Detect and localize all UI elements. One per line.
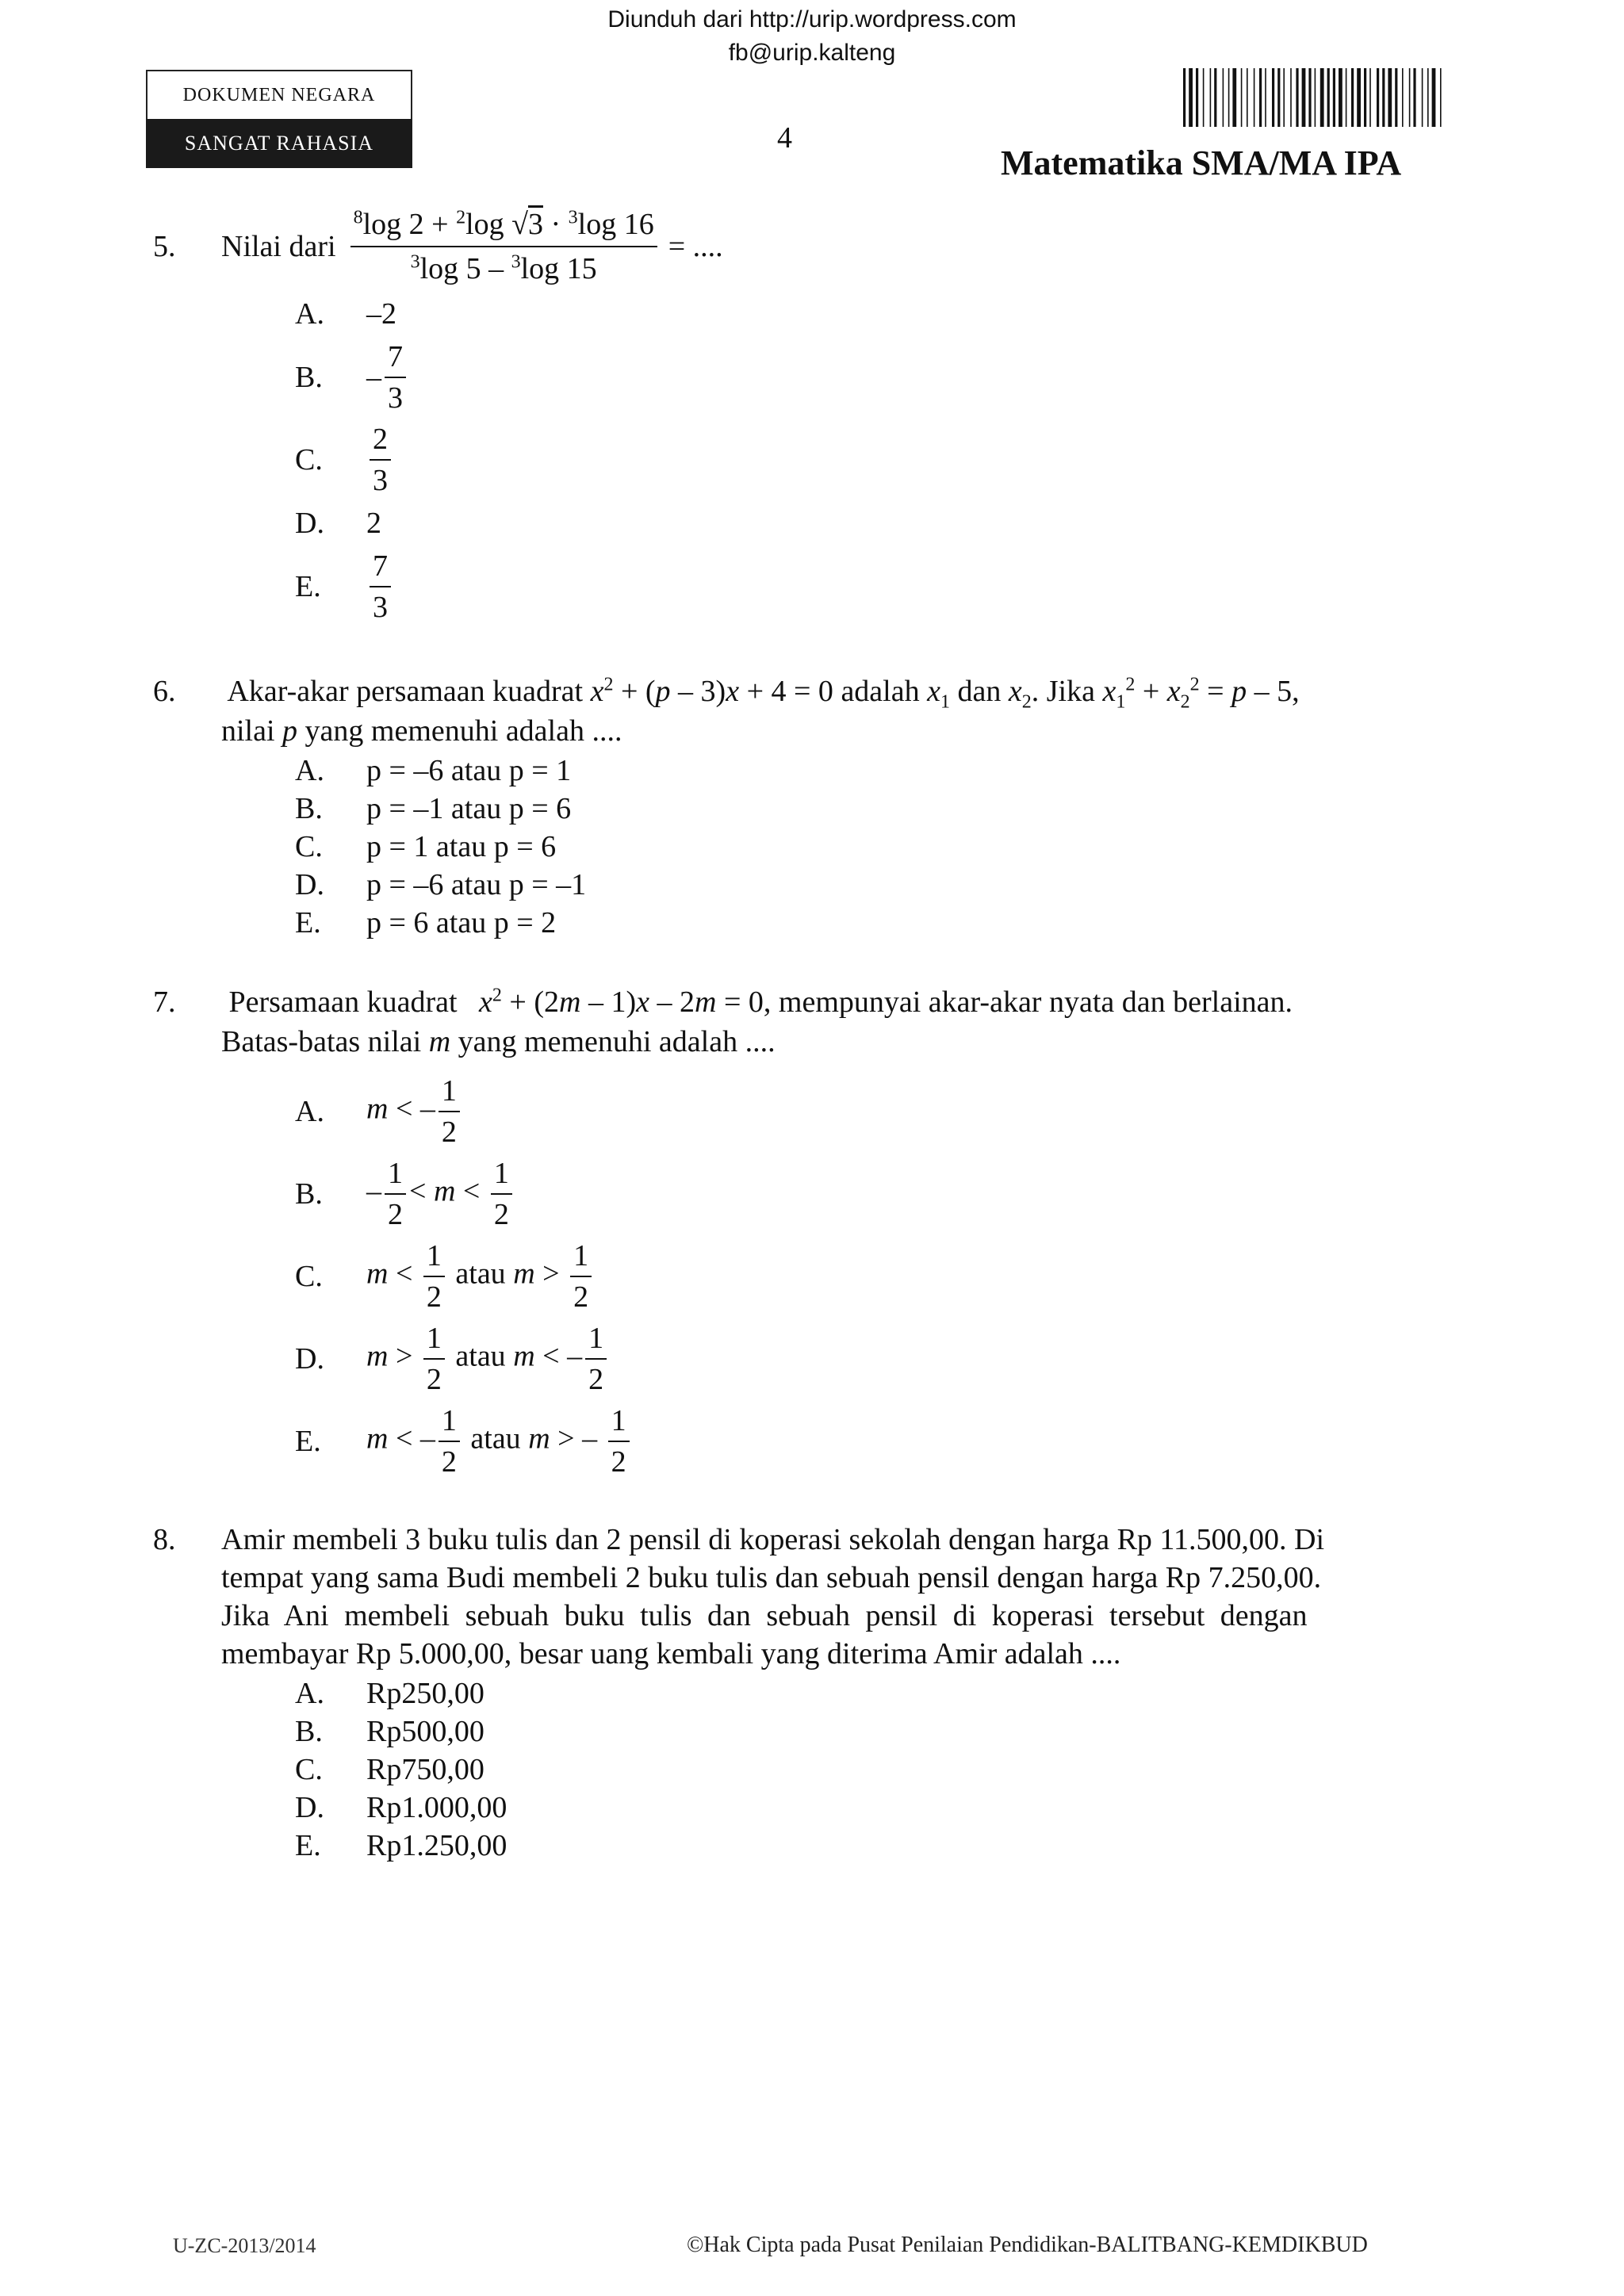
option-label: A. — [295, 1095, 324, 1128]
option-value: 2 — [366, 507, 381, 540]
connector-word: atau — [455, 1339, 506, 1373]
q7-option-c[interactable] — [295, 1235, 633, 1318]
secret-label-box — [146, 119, 412, 168]
barcode-bar — [1196, 68, 1198, 127]
q6-text: adalah — [841, 675, 920, 708]
download-line[interactable]: Diunduh dari http://urip.wordpress.com — [607, 6, 1017, 33]
doc-label: DOKUMEN NEGARA — [182, 84, 376, 105]
option-fraction — [370, 551, 391, 622]
option-fraction — [385, 342, 406, 413]
q6-x1: $x_1$ — [927, 675, 950, 713]
option-value: Rp500,00 — [366, 1715, 485, 1748]
q8-line-4: membayar Rp 5.000,00, besar uang kembali yang diterima Amir adalah .... — [221, 1637, 1121, 1670]
barcode-bar — [1302, 68, 1306, 127]
q8-option-e[interactable] — [295, 1827, 507, 1865]
barcode-bar — [1339, 68, 1342, 127]
option-label: C. — [295, 830, 323, 863]
q5-options — [295, 292, 409, 628]
barcode-bar — [1232, 68, 1236, 127]
q7-option-e[interactable] — [295, 1400, 633, 1483]
q8-option-b[interactable] — [295, 1712, 507, 1751]
option-value: Rp250,00 — [366, 1677, 485, 1710]
barcode-bar — [1228, 68, 1230, 127]
barcode-bar — [1427, 68, 1429, 127]
page-number: 4 — [777, 121, 792, 155]
option-value: p = –1 atau p = 6 — [366, 792, 572, 825]
option-math: m < – $\frac{1}{2}$ atau m > – $\frac{1}{2}$ — [366, 1406, 633, 1477]
barcode-bar — [1422, 68, 1423, 127]
option-label: A. — [295, 754, 324, 787]
denominator: 3 — [388, 381, 403, 415]
q6-option-c[interactable] — [295, 828, 586, 866]
q7-text: , mempunyai akar-akar nyata dan berlainan. — [763, 985, 1293, 1019]
barcode-bar — [1241, 68, 1243, 127]
option-label: E. — [295, 570, 321, 603]
q8-number: 8. — [153, 1523, 176, 1556]
q6-x2: $x_2$ — [1008, 675, 1032, 713]
q7-stem-line2 — [221, 1023, 776, 1061]
q6-text: Akar-akar persamaan kuadrat — [227, 675, 584, 708]
q7-number: 7. — [153, 985, 176, 1019]
q5-tail: = .... — [668, 230, 723, 263]
q7-text: Persamaan kuadrat — [228, 985, 458, 1019]
barcode-bar — [1259, 68, 1262, 127]
fb-line: fb@urip.kalteng — [728, 40, 896, 66]
denominator: 3 — [373, 464, 388, 497]
q5-expression — [350, 209, 657, 284]
q7-var-m: m — [428, 1025, 451, 1058]
download-source — [0, 5, 1624, 35]
barcode-bar — [1308, 68, 1311, 127]
q7-option-d[interactable] — [295, 1318, 633, 1400]
option-value: p = 6 atau p = 2 — [366, 906, 557, 939]
barcode-bar — [1382, 68, 1385, 127]
q8-option-a[interactable] — [295, 1674, 507, 1712]
barcode-bar — [1327, 68, 1330, 127]
q6-text: dan — [957, 675, 1002, 708]
option-label: B. — [295, 792, 323, 825]
denominator: 3 — [373, 591, 388, 624]
q5-prompt: Nilai dari — [221, 230, 336, 263]
q5-stem — [153, 203, 723, 290]
subject-title: Matematika SMA/MA IPA — [1001, 144, 1402, 182]
q6-options — [295, 752, 586, 942]
connector-word: atau — [455, 1257, 506, 1291]
option-fraction — [370, 424, 391, 496]
q8-option-c[interactable] — [295, 1751, 507, 1789]
q6-equation: $x^2 + (p - 3)x + 4 = 0$ — [590, 674, 833, 708]
q7-options — [295, 1070, 633, 1483]
q8-option-d[interactable] — [295, 1789, 507, 1827]
barcode-bar — [1183, 68, 1185, 127]
q5-option-d[interactable] — [295, 501, 409, 545]
option-value: p = –6 atau p = 1 — [366, 754, 572, 787]
barcode-bar — [1440, 68, 1442, 127]
barcode-bar — [1283, 68, 1285, 127]
barcode-bar — [1189, 68, 1193, 127]
option-math: m < $\frac{1}{2}$ atau m > $\frac{1}{2}$ — [366, 1241, 595, 1312]
barcode-bar — [1351, 68, 1354, 127]
q7-equation: $x^2 + (2m - 1)x - 2m = 0$ — [479, 985, 764, 1019]
q5-option-c[interactable] — [295, 419, 409, 501]
barcode-bar — [1247, 68, 1248, 127]
option-sign: – — [366, 361, 381, 394]
option-label: C. — [295, 443, 323, 476]
q6-number: 6. — [153, 675, 176, 708]
barcode-bar — [1203, 68, 1205, 127]
barcode-bar — [1357, 68, 1361, 127]
option-value: p = –6 atau p = –1 — [366, 868, 587, 901]
q6-text: nilai — [221, 714, 275, 748]
barcode-bar — [1223, 68, 1224, 127]
numerator: 7 — [370, 551, 391, 587]
option-math: – $\frac{1}{2}$ < m < $\frac{1}{2}$ — [366, 1158, 515, 1230]
q6-option-e[interactable] — [295, 904, 586, 942]
q6-text: . Jika — [1031, 675, 1095, 708]
q6-text: yang memenuhi adalah .... — [304, 714, 622, 748]
barcode-bar — [1388, 68, 1392, 127]
option-label: B. — [295, 361, 323, 394]
q5-denominator: $^3$log 5 – $^3$log 15 — [410, 251, 597, 285]
option-value: p = 1 atau p = 6 — [366, 830, 557, 863]
barcode — [1182, 68, 1446, 127]
option-label: D. — [295, 1342, 324, 1376]
q8-line-2: tempat yang sama Budi membeli 2 buku tulis dan sebuah pensil dengan harga Rp 7.250,00. — [221, 1561, 1322, 1594]
option-label: A. — [295, 1677, 324, 1710]
option-label: D. — [295, 868, 324, 901]
q7-option-a[interactable] — [295, 1070, 633, 1153]
q7-stem-line1 — [153, 983, 1293, 1021]
q5-option-e[interactable] — [295, 545, 409, 628]
barcode-bar — [1413, 68, 1415, 127]
option-label: D. — [295, 507, 324, 540]
barcode-bar — [1369, 68, 1371, 127]
option-label: B. — [295, 1177, 323, 1211]
option-label: C. — [295, 1260, 323, 1293]
barcode-bar — [1290, 68, 1292, 127]
option-label: E. — [295, 1425, 321, 1458]
barcode-bar — [1277, 68, 1280, 127]
barcode-bar — [1214, 68, 1216, 127]
q8-options — [295, 1674, 507, 1865]
q5-option-a[interactable] — [295, 292, 409, 336]
barcode-bar — [1346, 68, 1347, 127]
q7-text: Batas-batas nilai — [221, 1025, 422, 1058]
q6-var-p: p — [282, 714, 298, 748]
option-value: Rp1.250,00 — [366, 1829, 508, 1862]
q6-stem-line2 — [221, 712, 622, 750]
connector-word: atau — [470, 1422, 521, 1456]
q8-stem — [153, 1521, 1454, 1673]
barcode-bar — [1377, 68, 1379, 127]
barcode-bar — [1364, 68, 1366, 127]
q7-option-b[interactable] — [295, 1153, 633, 1235]
barcode-bar — [1296, 68, 1298, 127]
q6-stem-line1 — [153, 672, 1300, 713]
numerator: 2 — [370, 424, 391, 461]
barcode-bar — [1395, 68, 1397, 127]
option-label: E. — [295, 1829, 321, 1862]
barcode-bar — [1272, 68, 1274, 127]
q5-number: 5. — [153, 230, 176, 263]
option-label: B. — [295, 1715, 323, 1748]
doc-label-box — [146, 70, 412, 121]
q6-condition: $x_1^2 + x_2^2 = p - 5$, — [1102, 674, 1300, 713]
option-label: A. — [295, 297, 324, 331]
barcode-bar — [1432, 68, 1436, 127]
option-math: m > $\frac{1}{2}$ atau m < – $\frac{1}{2}$ — [366, 1323, 610, 1395]
q7-text: yang memenuhi adalah .... — [458, 1025, 776, 1058]
barcode-bar — [1333, 68, 1335, 127]
option-value: Rp1.000,00 — [366, 1791, 508, 1824]
option-label: D. — [295, 1791, 324, 1824]
q6-option-a[interactable] — [295, 752, 586, 790]
q6-option-d[interactable] — [295, 866, 586, 904]
numerator: 7 — [385, 342, 406, 378]
footer-copyright: ©Hak Cipta pada Pusat Penilaian Pendidikan-BALITBANG-KEMDIKBUD — [687, 2233, 1368, 2257]
barcode-bar — [1409, 68, 1411, 127]
barcode-bar — [1265, 68, 1266, 127]
q5-option-b[interactable] — [295, 336, 409, 419]
q5-numerator: $^8$log 2 + $^2$log √3 · $^3$log 16 — [350, 209, 657, 247]
option-label: E. — [295, 906, 321, 939]
barcode-bar — [1402, 68, 1404, 127]
footer-code: U-ZC-2013/2014 — [173, 2234, 316, 2257]
barcode-graphic — [1182, 68, 1446, 127]
option-math: m < – $\frac{1}{2}$ — [366, 1076, 463, 1147]
option-value: –2 — [366, 297, 396, 331]
option-value: Rp750,00 — [366, 1753, 485, 1786]
q8-line-1: Amir membeli 3 buku tulis dan 2 pensil di koperasi sekolah dengan harga Rp 11.500,00. Di — [221, 1523, 1325, 1556]
barcode-bar — [1315, 68, 1316, 127]
barcode-bar — [1320, 68, 1324, 127]
barcode-bar — [1210, 68, 1212, 127]
barcode-bar — [1254, 68, 1255, 127]
q8-line-3: Jika Ani membeli sebuah buku tulis dan sebuah pensil di koperasi tersebut dengan — [221, 1599, 1308, 1632]
option-label: C. — [295, 1753, 323, 1786]
secret-label: SANGAT RAHASIA — [184, 132, 374, 155]
q6-option-b[interactable] — [295, 790, 586, 828]
